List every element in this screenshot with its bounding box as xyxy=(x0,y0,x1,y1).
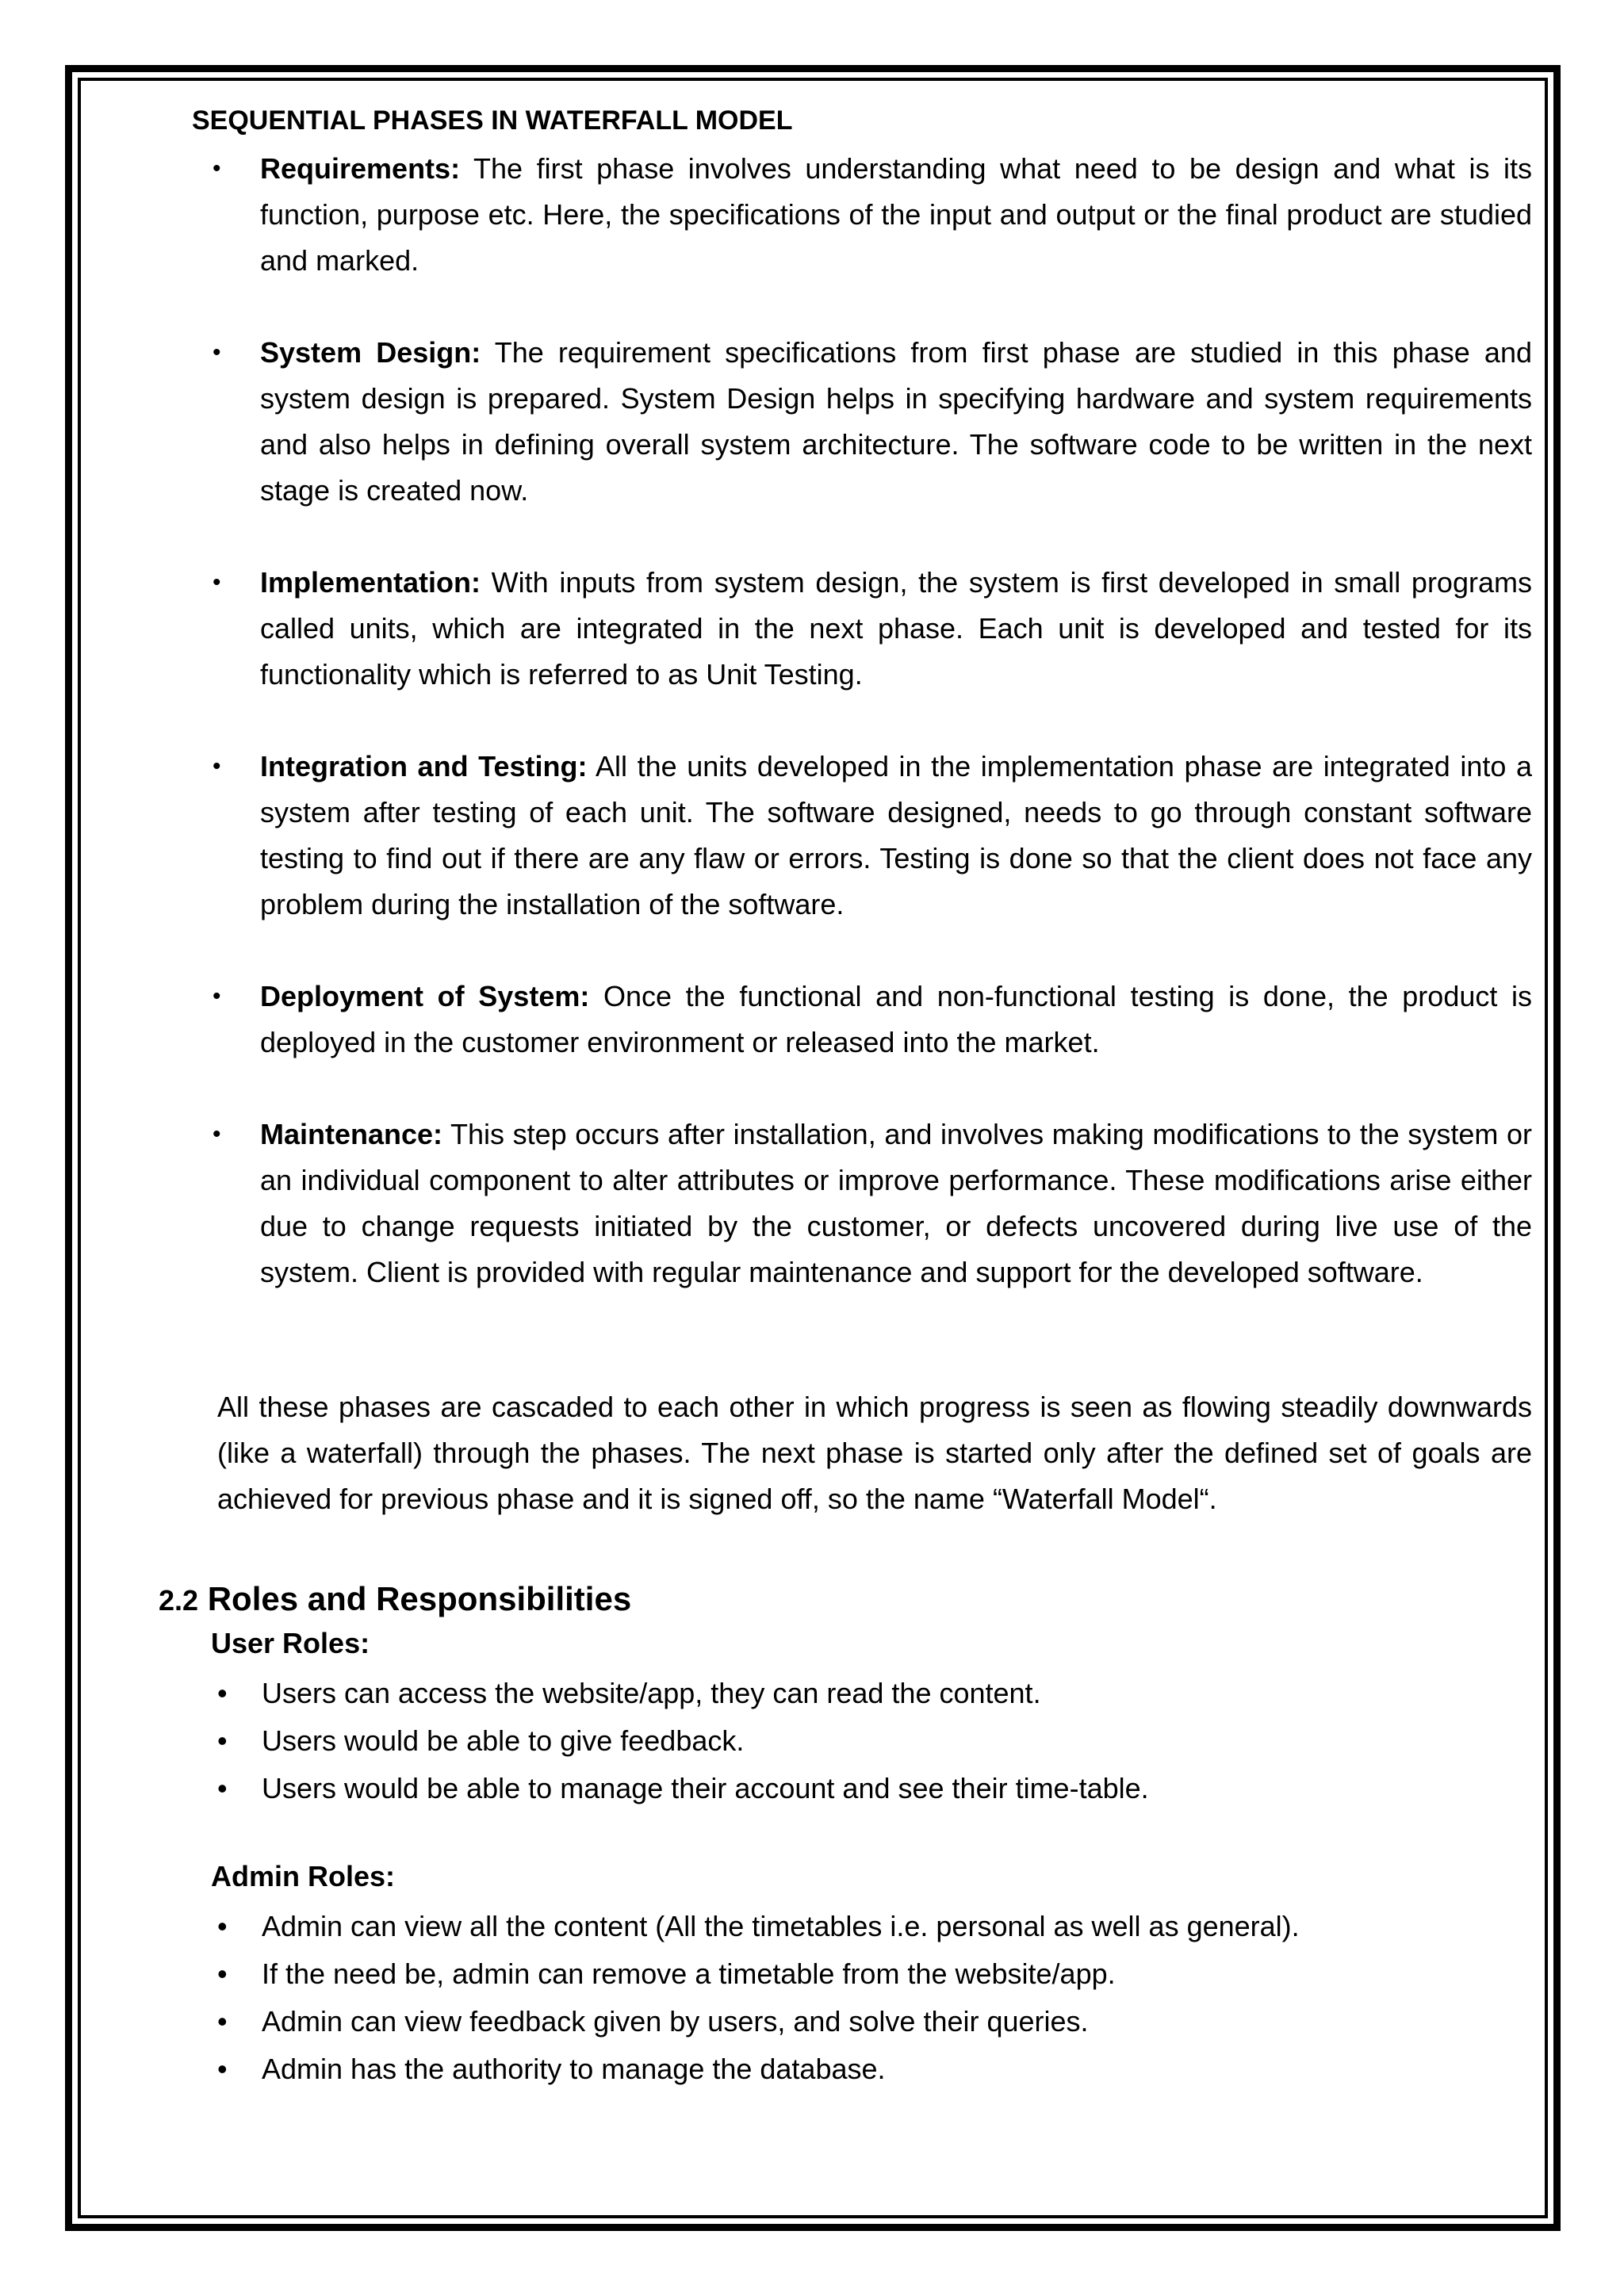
section-number: 2.2 xyxy=(159,1584,199,1617)
user-role-item: • Users would be able to manage their account and see their time-table. xyxy=(262,1765,1149,1812)
user-roles-heading: User Roles: xyxy=(211,1627,370,1659)
bullet-icon: • xyxy=(217,1957,228,1990)
phase-title: System Design: xyxy=(260,336,481,369)
phase-title: Maintenance: xyxy=(260,1118,443,1150)
phase-text: All the units developed in the implementation phase are integrated into a system after testing of each unit. The software designed, needs to go through constant software testing to find out if there are any flaw or errors. Testing is done so that the client does not face any problem during the installation of the software. xyxy=(260,750,1533,920)
phase-title: Integration and Testing: xyxy=(260,750,588,783)
phase-title: Deployment of System: xyxy=(260,980,590,1012)
bullet-icon: • xyxy=(217,2053,228,2085)
bullet-icon: • xyxy=(217,1910,228,1942)
roles-section-title xyxy=(159,1576,631,1624)
phase-requirements xyxy=(213,146,1533,284)
bullet-icon: • xyxy=(213,155,221,182)
phase-maintenance xyxy=(213,1112,1532,1295)
bullet-icon: • xyxy=(213,1121,221,1147)
bullet-icon: • xyxy=(213,753,221,779)
phase-text: The first phase involves understanding what need to be design and what is its function, purpose etc. Here, the specifications of the input and output or the final product are studied and marked. xyxy=(260,152,1533,277)
user-role-item: • Users would be able to give feedback. xyxy=(262,1717,744,1765)
bullet-icon: • xyxy=(217,1772,228,1804)
bullet-icon: • xyxy=(217,2005,228,2038)
section-title-text: Roles and Responsibilities xyxy=(207,1580,632,1617)
admin-role-item: • Admin can view all the content (All the timetables i.e. personal as well as general). xyxy=(262,1903,1300,1950)
phase-text: With inputs from system design, the system is first developed in small programs called units, which are integrated in the next phase. Each unit is developed and tested for its functionality which is referred to as Unit Testing. xyxy=(260,566,1532,691)
admin-roles-heading: Admin Roles: xyxy=(211,1860,396,1892)
admin-role-item: • Admin has the authority to manage the database. xyxy=(262,2045,886,2093)
bullet-icon: • xyxy=(213,339,221,365)
phase-system-design xyxy=(213,330,1533,514)
bullet-icon: • xyxy=(217,1724,228,1757)
section-heading: SEQUENTIAL PHASES IN WATERFALL MODEL xyxy=(192,105,793,136)
user-role-item: • Users can access the website/app, they can read the content. xyxy=(262,1670,1041,1717)
phase-title: Implementation: xyxy=(260,566,481,599)
phase-integration-testing xyxy=(213,744,1533,928)
phase-deployment xyxy=(213,974,1532,1066)
bullet-icon: • xyxy=(213,983,221,1009)
bullet-icon: • xyxy=(217,1677,228,1709)
summary-paragraph: All these phases are cascaded to each other in which progress is seen as flowing steadily downwards (like a waterfall) through the phases. The next phase is started only after the defined set of goals are achieved for previous phase and it is signed off, so the name “Waterfall Model“. xyxy=(217,1391,1532,1515)
phase-text: Once the functional and non-functional testing is done, the product is deployed in the customer environment or released into the market. xyxy=(260,980,1532,1058)
phase-text: This step occurs after installation, and involves making modifications to the system or an individual component to alter attributes or improve performance. These modifications arise either due to change requests initiated by the customer, or defects uncovered during live use of the system. Client is provided with regular maintenance and support for the developed software. xyxy=(260,1118,1532,1288)
admin-role-item: • Admin can view feedback given by users, and solve their queries. xyxy=(262,1998,1089,2045)
phase-implementation xyxy=(213,560,1532,698)
admin-role-item: • If the need be, admin can remove a timetable from the website/app. xyxy=(262,1950,1116,1998)
bullet-icon: • xyxy=(213,569,221,595)
phase-title: Requirements: xyxy=(260,152,461,185)
phase-text: The requirement specifications from first phase are studied in this phase and system design is prepared. System Design helps in specifying hardware and system requirements and also helps in defining overall system architecture. The software code to be written in the next stage is created now. xyxy=(260,336,1533,507)
